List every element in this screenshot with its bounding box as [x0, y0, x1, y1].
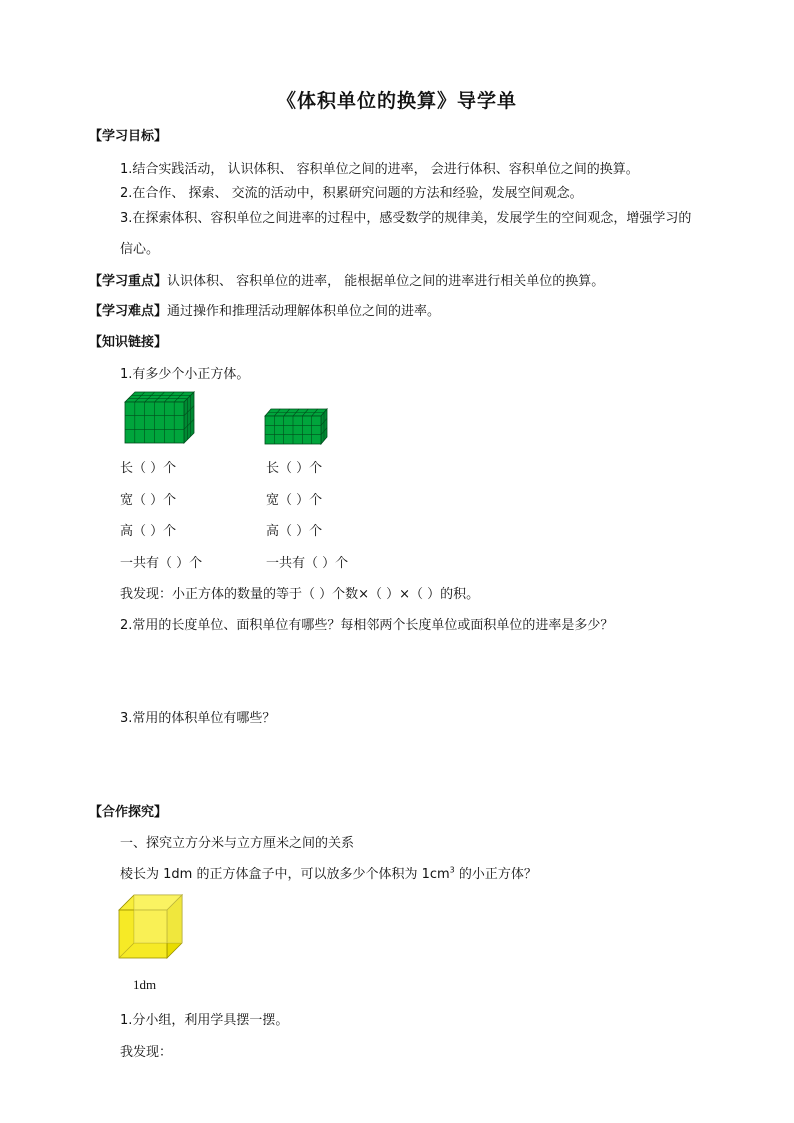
objectives-heading: 【学习目标】 — [89, 129, 168, 144]
cooperation-question — [120, 863, 537, 882]
knowledge-q3: 3.常用的体积单位有哪些？ — [120, 711, 276, 726]
cooperation-heading: 【合作探究】 — [89, 805, 168, 820]
discovery-line: 我发现：小正方体的数量的等于（ ）个数×（ ）×（ ）的积。 — [120, 587, 480, 602]
key-points-text: 认识体积、 容积单位的进率， 能根据单位之间的进率进行相关单位的换算。 — [167, 274, 605, 289]
key-points-heading: 【学习重点】 — [89, 274, 168, 289]
cooperation-part1: 一、探究立方分米与立方厘米之间的关系 — [120, 836, 355, 851]
right-length: 长（ ）个 — [266, 461, 323, 476]
cube-stack-large — [125, 392, 197, 444]
right-height: 高（ ）个 — [266, 524, 323, 539]
difficulties-heading: 【学习难点】 — [89, 304, 168, 319]
cube-stack-small — [265, 409, 329, 445]
knowledge-link-heading: 【知识链接】 — [89, 335, 168, 350]
yellow-cube — [119, 895, 183, 959]
difficulties-text: 通过操作和推理活动理解体积单位之间的进率。 — [167, 304, 441, 319]
knowledge-q2: 2.常用的长度单位、面积单位有哪些？每相邻两个长度单位或面积单位的进率是多少？ — [120, 618, 614, 633]
objective-1: 1.结合实践活动， 认识体积、 容积单位之间的进率， 会进行体积、容积单位之间的换算。 — [120, 162, 639, 177]
objective-2: 2.在合作、 探索、 交流的活动中，积累研究问题的方法和经验，发展空间观念。 — [120, 186, 583, 201]
right-total: 一共有（ ）个 — [266, 556, 349, 571]
left-length: 长（ ）个 — [120, 461, 177, 476]
question-text-end: 的小正方体？ — [454, 867, 537, 882]
key-points — [89, 270, 604, 289]
objective-3-cont: 信心。 — [120, 242, 160, 257]
right-width: 宽（ ）个 — [266, 493, 323, 508]
difficulties — [89, 300, 440, 319]
question-text: 棱长为 1dm 的正方体盒子中，可以放多少个体积为 1cm — [120, 867, 450, 882]
cooperation-found: 我发现： — [120, 1045, 173, 1060]
page-title: 《体积单位的换算》导学单 — [276, 90, 517, 112]
left-total: 一共有（ ）个 — [120, 556, 203, 571]
cube-edge-label: 1dm — [133, 977, 157, 992]
cooperation-step1: 1.分小组，利用学具摆一摆。 — [120, 1013, 289, 1028]
left-width: 宽（ ）个 — [120, 493, 177, 508]
knowledge-q1: 1.有多少个小正方体。 — [120, 367, 250, 382]
left-height: 高（ ）个 — [120, 524, 177, 539]
objective-3: 3.在探索体积、容积单位之间进率的过程中，感受数学的规律美，发展学生的空间观念，增强学习的 — [120, 211, 692, 226]
question-superscript: 3 — [449, 865, 455, 875]
